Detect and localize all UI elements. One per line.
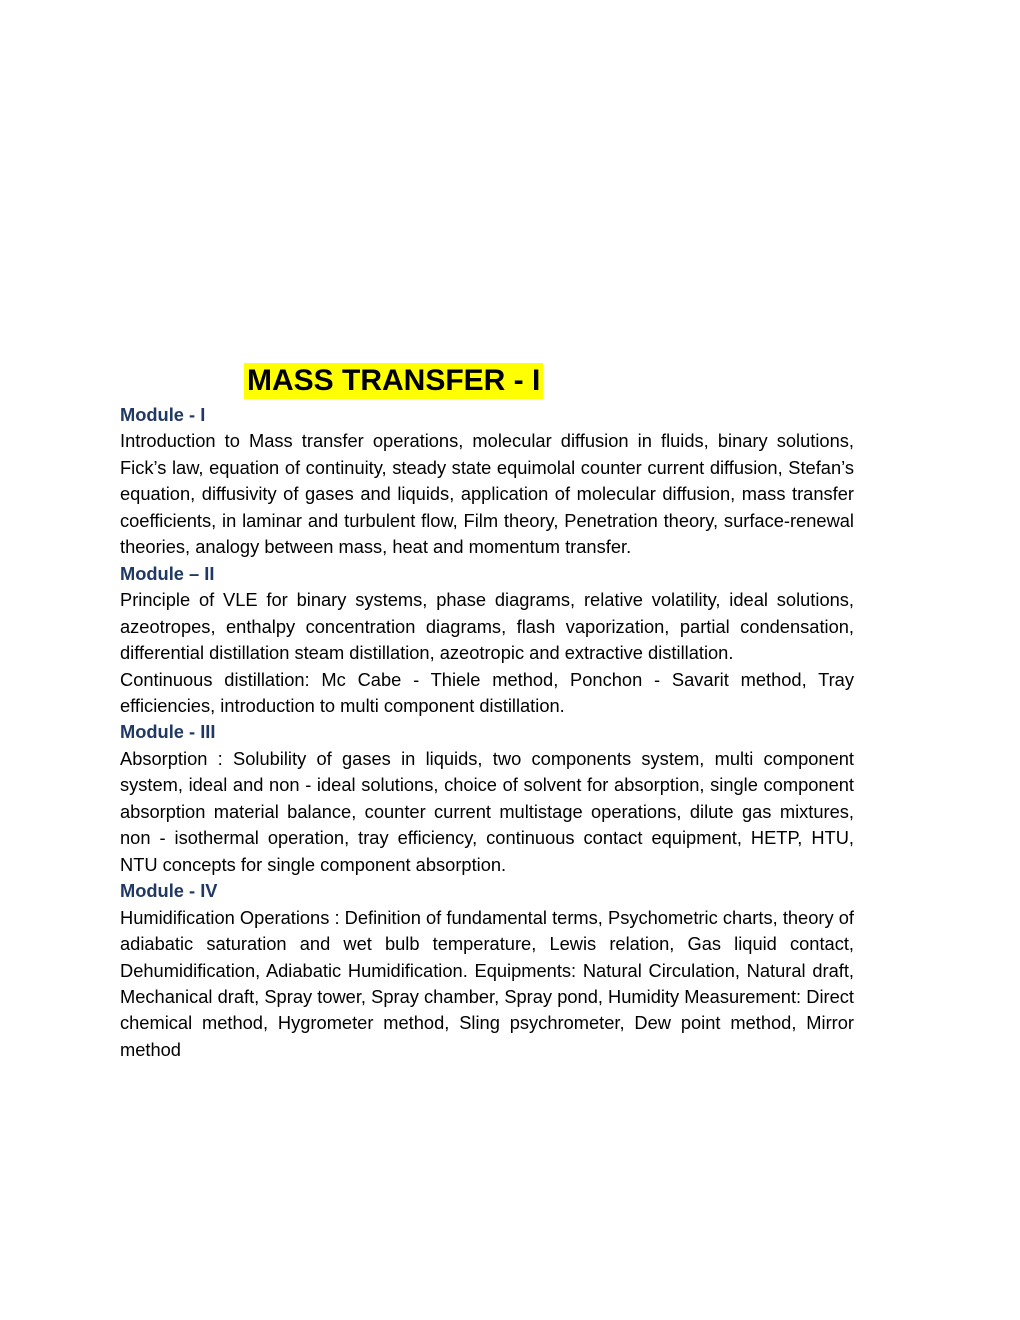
module-heading: Module – II: [120, 562, 215, 584]
module-paragraph: Absorption : Solubility of gases in liquids, two components system, multi component system, ideal and non - ideal solutions, choice of solvent for absorption, single component absorption material balance, counter current multistage operations, dilute gas mixtures, non - isothermal operation, tray efficiency, continuous contact equipment, HETP, HTU, NTU concepts for single component absorption.: [120, 747, 854, 875]
module-heading: Module - IV: [120, 880, 218, 902]
module-1: [120, 402, 854, 561]
module-paragraph: Principle of VLE for binary systems, phase diagrams, relative volatility, ideal solutions, azeotropes, enthalpy concentration diagrams, flash vaporization, partial condensation, differential distillation steam distillation, azeotropic and extractive distillation.: [120, 589, 854, 664]
module-paragraph: Introduction to Mass transfer operations, molecular diffusion in fluids, binary solutions, Fick’s law, equation of continuity, steady state equimolal counter current diffusion, Stefan’s equation, diffusivity of gases and liquids, application of molecular diffusion, mass transfer coefficients, in laminar and turbulent flow, Film theory, Penetration theory, surface-renewal theories, analogy between mass, heat and momentum transfer.: [120, 430, 854, 558]
module-4: [120, 878, 854, 1063]
module-heading: Module - III: [120, 721, 216, 743]
document-title: MASS TRANSFER - I: [244, 363, 543, 399]
module-3: [120, 719, 854, 878]
module-paragraph: Humidification Operations : Definition of fundamental terms, Psychometric charts, theory of adiabatic saturation and wet bulb temperature, Lewis relation, Gas liquid contact, Dehumidification, Adiabatic Humidification. Equipments: Natural Circulation, Natural draft, Mechanical draft, Spray tower, Spray chamber, Spray pond, Humidity Measurement: Direct chemical method, Hygrometer method, Sling psychrometer, Dew point method, Mirror method: [120, 906, 854, 1060]
module-paragraph: Continuous distillation: Mc Cabe - Thiele method, Ponchon - Savarit method, Tray efficiencies, introduction to multi component distillation.: [120, 668, 854, 716]
syllabus-content: [120, 402, 854, 1063]
module-heading: Module - I: [120, 404, 206, 425]
module-2: [120, 561, 854, 720]
title-container: [244, 363, 543, 399]
